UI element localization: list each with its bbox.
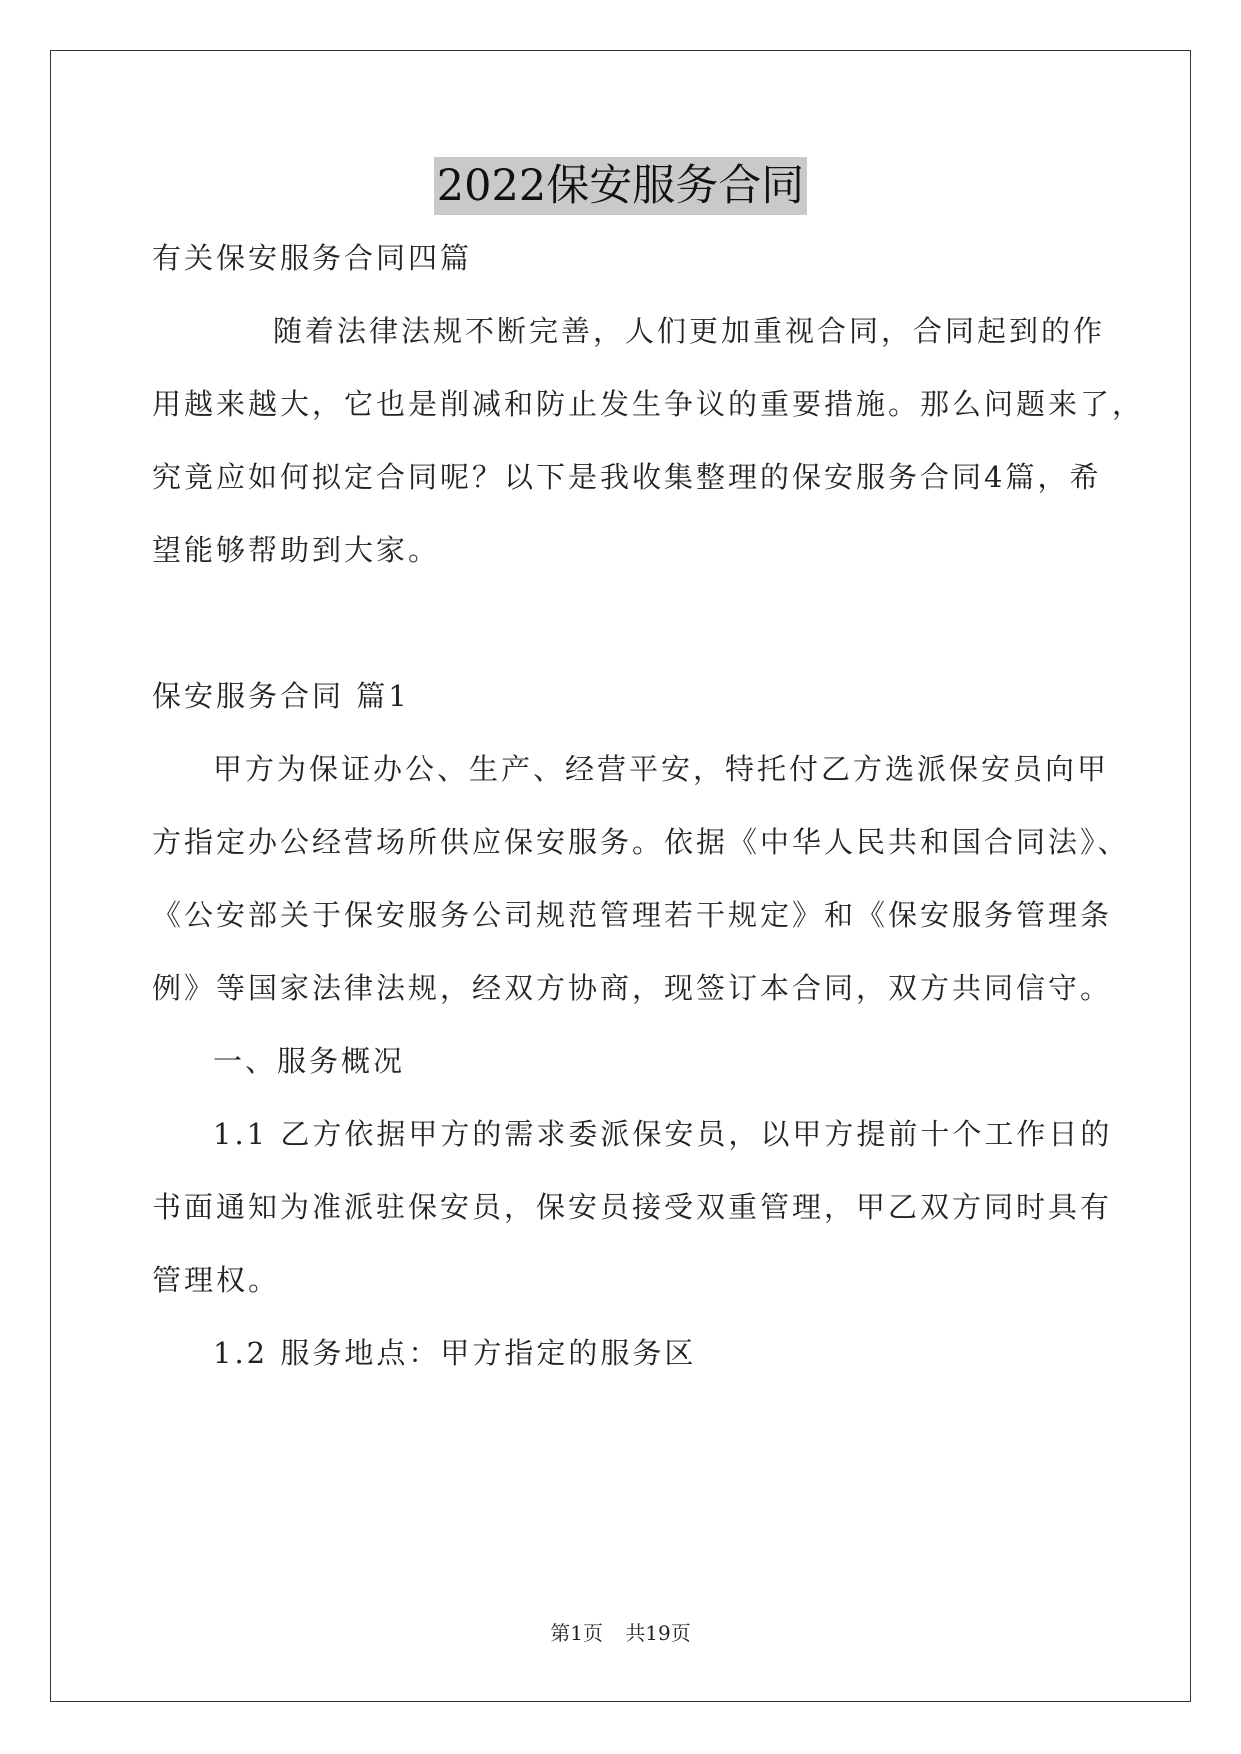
page-border (50, 50, 1191, 1702)
intro-line: 用越来越大，它也是削减和防止发生争议的重要措施。那么问题来了， (152, 387, 1145, 421)
page-footer (0, 1620, 1241, 1646)
paragraph-line: 例》等国家法律法规，经双方协商，现签订本合同，双方共同信守。 (152, 971, 1113, 1005)
document-title: 2022保安服务合同 (434, 157, 807, 215)
title-container (0, 157, 1241, 215)
section-heading: 保安服务合同 篇1 (152, 679, 410, 713)
clause-line: 管理权。 (152, 1263, 281, 1297)
document-subtitle: 有关保安服务合同四篇 (152, 241, 473, 275)
clause-heading: 一、服务概况 (213, 1044, 406, 1078)
clause-line: 1.2 服务地点：甲方指定的服务区 (213, 1336, 697, 1370)
paragraph-line: 甲方为保证办公、生产、经营平安，特托付乙方选派保安员向甲 (213, 752, 1110, 786)
page-number: 第1页 (550, 1621, 603, 1645)
clause-line: 1.1 乙方依据甲方的需求委派保安员，以甲方提前十个工作日的 (213, 1117, 1113, 1151)
intro-line: 随着法律法规不断完善，人们更加重视合同，合同起到的作 (273, 314, 1106, 348)
page-total: 共19页 (625, 1621, 691, 1645)
intro-line: 望能够帮助到大家。 (152, 533, 441, 567)
clause-line: 书面通知为准派驻保安员，保安员接受双重管理，甲乙双方同时具有 (152, 1190, 1113, 1224)
intro-line: 究竟应如何拟定合同呢？以下是我收集整理的保安服务合同4篇，希 (152, 460, 1102, 494)
paragraph-line: 《公安部关于保安服务公司规范管理若干规定》和《保安服务管理条 (152, 898, 1113, 932)
paragraph-line: 方指定办公经营场所供应保安服务。依据《中华人民共和国合同法》、 (152, 825, 1130, 859)
